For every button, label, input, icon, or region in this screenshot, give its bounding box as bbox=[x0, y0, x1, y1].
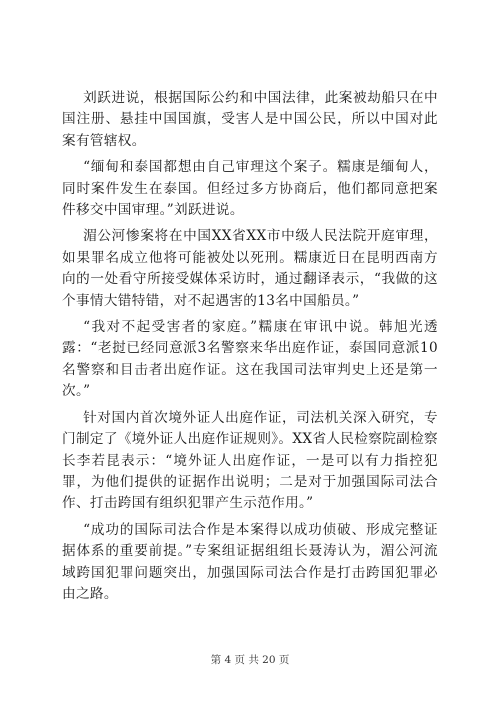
paragraph: 刘跃进说，根据国际公约和中国法律，此案被劫船只在中国注册、悬挂中国国旗，受害人是中国公民，所以中国对此案有管辖权。 bbox=[62, 90, 438, 149]
document-body bbox=[62, 88, 438, 610]
paragraph: “缅甸和泰国都想由自己审理这个案子。糯康是缅甸人，同时案件发生在泰国。但经过多方协商后，他们都同意把案件移交中国审理。”刘跃进说。 bbox=[62, 159, 438, 219]
paragraph: 针对国内首次境外证人出庭作证，司法机关深入研究，专门制定了《境外证人出庭作证规则》。XX省人民检察院副检察长李若昆表示：“境外证人出庭作证，一是可以有力指控犯罪，为他们提供的证据作出说明；二是对于加强国际司法合作、打击跨国有组织犯罪产生示范作用。” bbox=[62, 409, 438, 512]
page-number-footer: 第 4 页 共 20 页 bbox=[210, 654, 290, 666]
paragraph: “我对不起受害者的家庭。”糯康在审讯中说。韩旭光透露：“老挝已经同意派3名警察来华出庭作证，泰国同意派10名警察和目击者出庭作证。这在我国司法审判史上还是第一次。” bbox=[62, 319, 438, 400]
paragraph: “成功的国际司法合作是本案得以成功侦破、形成完整证据体系的重要前提。”专案组证据组组长聂涛认为，湄公河流域跨国犯罪问题突出，加强国际司法合作是打击跨国犯罪必由之路。 bbox=[62, 521, 438, 602]
paragraph: 湄公河惨案将在中国XX省XX市中级人民法院开庭审理，如果罪名成立他将可能被处以死刑。糯康近日在昆明西南方向的一处看守所接受媒体采访时，通过翻译表示，“我做的这个事情大错特错，对不起遇害的13名中国船员。” bbox=[62, 228, 438, 309]
